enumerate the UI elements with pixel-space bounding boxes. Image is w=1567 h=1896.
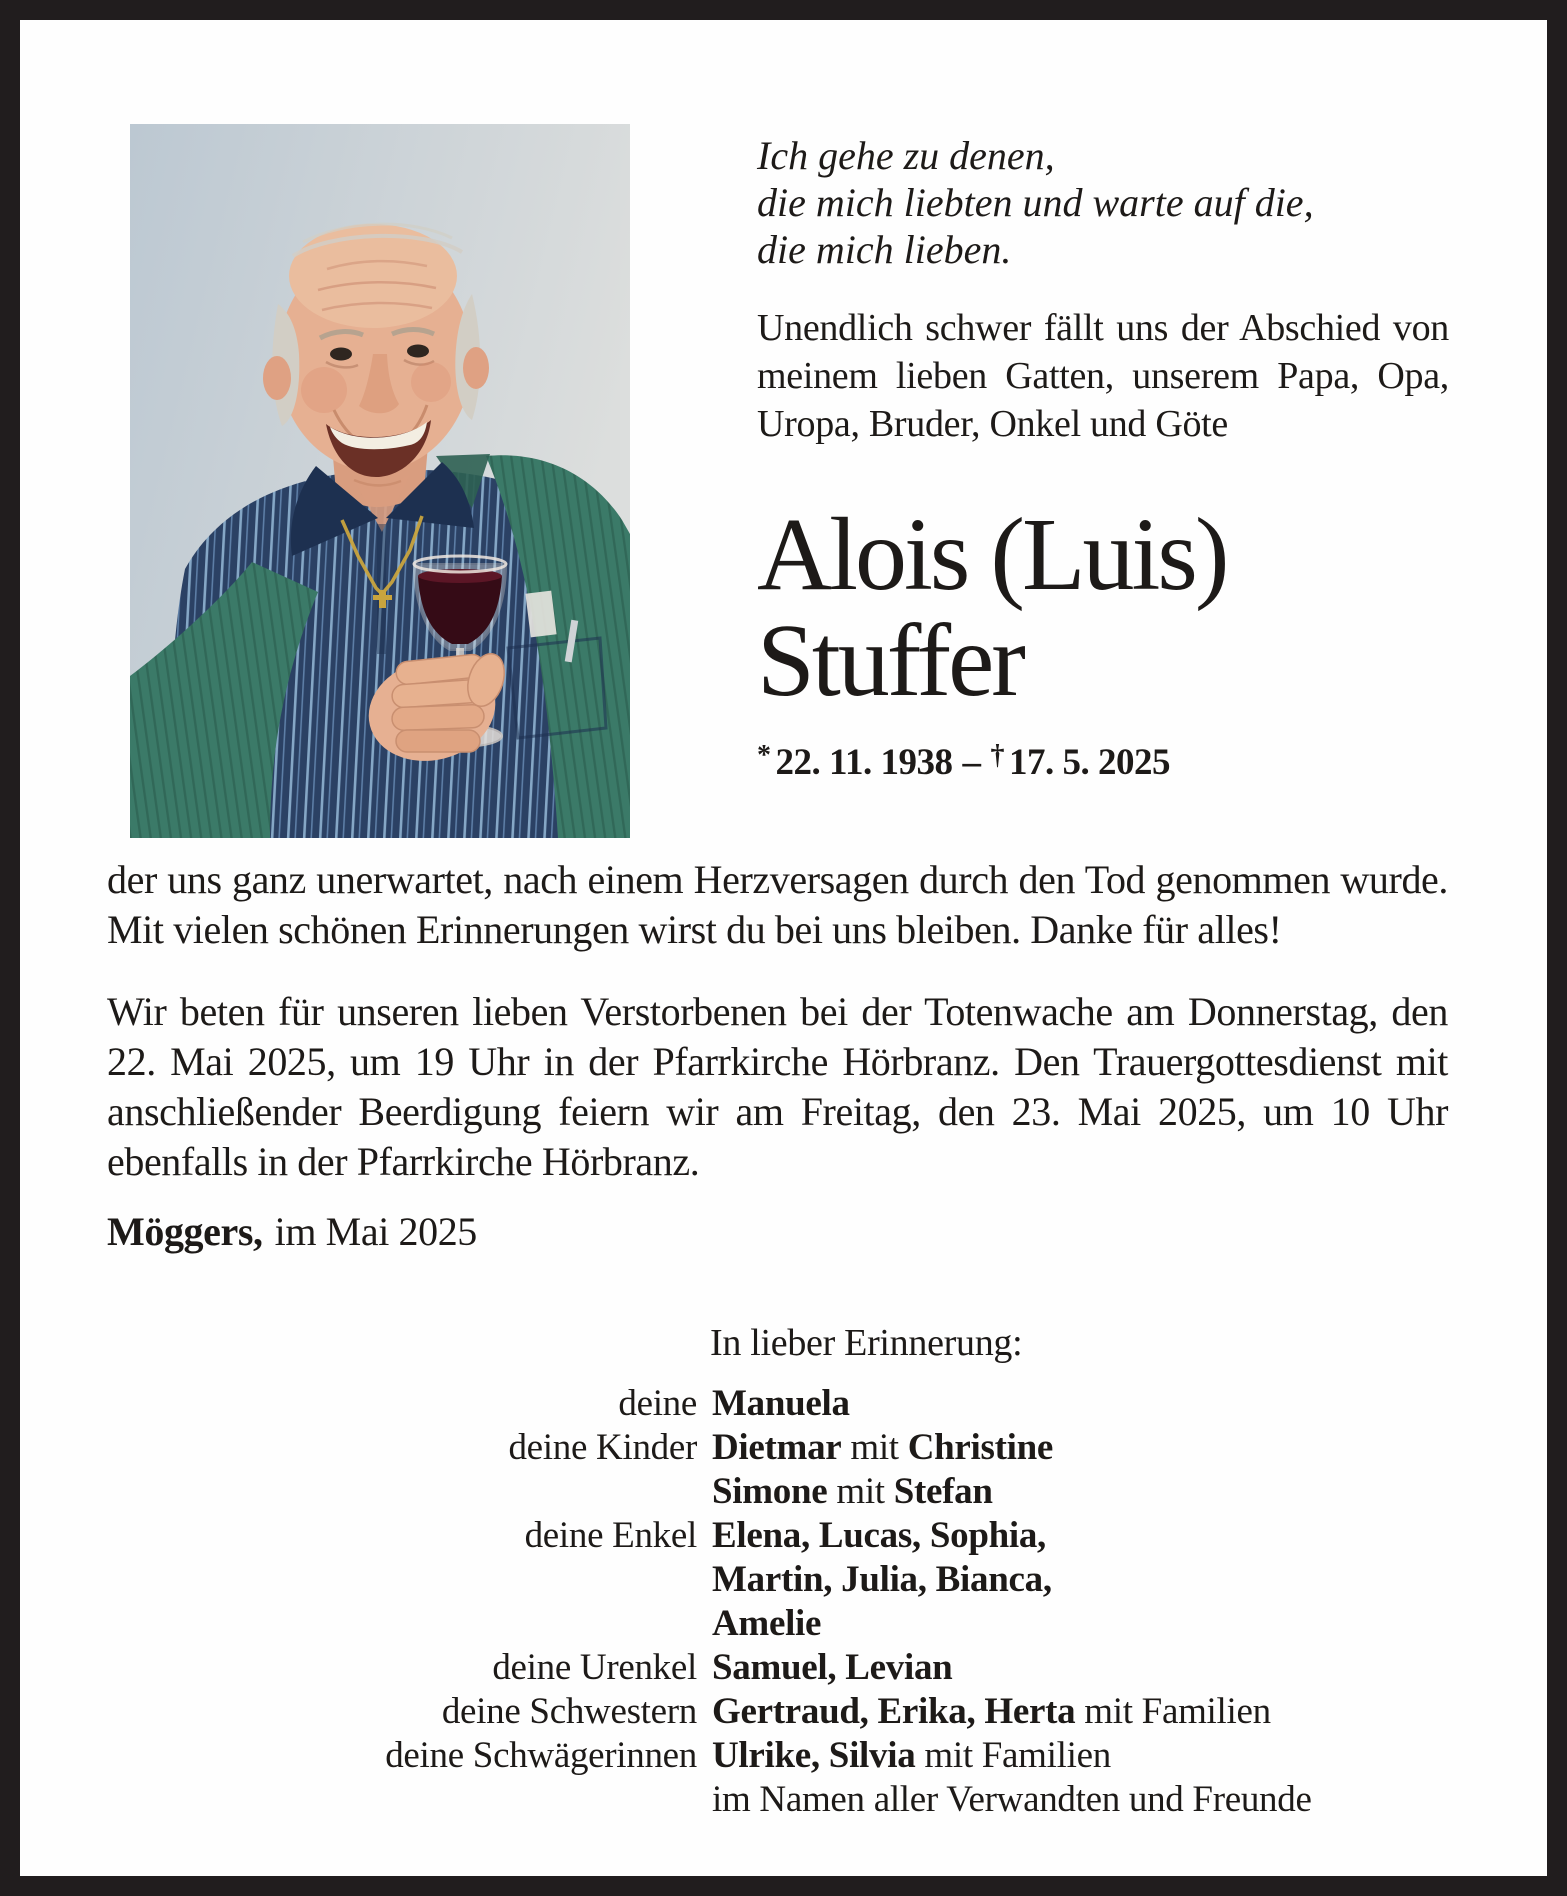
remembrance-row: [107, 1426, 1448, 1470]
relative-names: Dietmar mit Christine: [712, 1427, 1054, 1468]
relation-label: deine Kinder: [508, 1427, 697, 1468]
remembrance-row: [107, 1382, 1448, 1426]
relation-label: [107, 1602, 697, 1646]
deceased-name-line1: Alois (Luis): [757, 497, 1227, 612]
dateline-date: im Mai 2025: [274, 1209, 477, 1254]
relation-label: deine Enkel: [524, 1515, 697, 1556]
ear-left: [263, 356, 291, 400]
life-dates: [757, 740, 1449, 784]
relative-names: im Namen aller Verwandten und Freunde: [712, 1779, 1312, 1820]
dateline-place: Möggers,: [107, 1209, 263, 1254]
relative-names: Ulrike, Silvia mit Familien: [712, 1735, 1111, 1776]
remembrance-row: [107, 1690, 1448, 1734]
remembrance-row: [107, 1514, 1448, 1558]
relative-names: Amelie: [712, 1603, 822, 1644]
remembrance-row: [107, 1470, 1448, 1514]
right-column: [757, 132, 1449, 784]
relation-label: [107, 1470, 697, 1514]
eye-left: [330, 348, 352, 361]
obituary-content: [20, 20, 1547, 1876]
deceased-name-line2: Stuffer: [757, 603, 1023, 718]
remembrance-row: [107, 1558, 1448, 1602]
death-symbol: †: [990, 740, 1004, 771]
deceased-photo: [130, 124, 630, 838]
ear-right: [463, 347, 489, 389]
remembrance-heading: In lieber Erinnerung:: [710, 1322, 1023, 1364]
eye-right: [407, 345, 429, 358]
relation-label: [107, 1778, 697, 1822]
portrait-illustration: [130, 124, 630, 838]
birth-date: 22. 11. 1938: [775, 742, 953, 783]
remembrance-row: [107, 1734, 1448, 1778]
death-date: 17. 5. 2025: [1008, 742, 1170, 783]
relative-names: Simone mit Stefan: [712, 1471, 993, 1512]
deceased-name: [757, 497, 1449, 718]
relation-label: [107, 1558, 697, 1602]
date-separator: –: [962, 742, 981, 783]
memorial-quote: Ich gehe zu denen, die mich liebten und warte auf die, die mich lieben.: [757, 133, 1314, 272]
relative-names: Samuel, Levian: [712, 1647, 953, 1688]
paragraph-services: Wir beten für unseren lieben Verstorbenen bei der Totenwache am Donnerstag, den 22. Mai 2025, um 19 Uhr in der Pfarrkirche Hörbranz. Den Trauergottesdienst mit anschließender Beerdigung feiern wir am Freitag, den 23. Mai 2025, um 10 Uhr ebenfalls in der Pfarrkirche Hörbranz.: [107, 989, 1448, 1184]
birth-symbol: *: [757, 740, 771, 771]
paragraph-farewell: der uns ganz unerwartet, nach einem Herzversagen durch den Tod genommen wurde. Mit vielen schönen Erinnerungen wirst du bei uns bleiben. Danke für alles!: [107, 857, 1448, 952]
relation-label: deine Schwägerinnen: [385, 1735, 697, 1776]
relative-names: Manuela: [712, 1383, 850, 1424]
relative-names: Elena, Lucas, Sophia,: [712, 1515, 1046, 1556]
relative-names: Martin, Julia, Bianca,: [712, 1559, 1052, 1600]
pocket-paper: [525, 591, 556, 638]
remembrance-section: [107, 1320, 1448, 1822]
dateline: [107, 1207, 1448, 1257]
remembrance-row: [107, 1646, 1448, 1690]
remembrance-row: [107, 1778, 1448, 1822]
relation-label: deine Schwestern: [441, 1691, 697, 1732]
body-text: [107, 855, 1448, 1257]
intro-paragraph: Unendlich schwer fällt uns der Abschied von meinem lieben Gatten, unserem Papa, Opa, Uropa, Bruder, Onkel und Göte: [757, 307, 1449, 445]
relation-label: deine Urenkel: [492, 1647, 697, 1688]
remembrance-list: [107, 1382, 1448, 1822]
relation-label: deine: [618, 1383, 697, 1424]
remembrance-row: [107, 1602, 1448, 1646]
relative-names: Gertraud, Erika, Herta mit Familien: [712, 1691, 1271, 1732]
